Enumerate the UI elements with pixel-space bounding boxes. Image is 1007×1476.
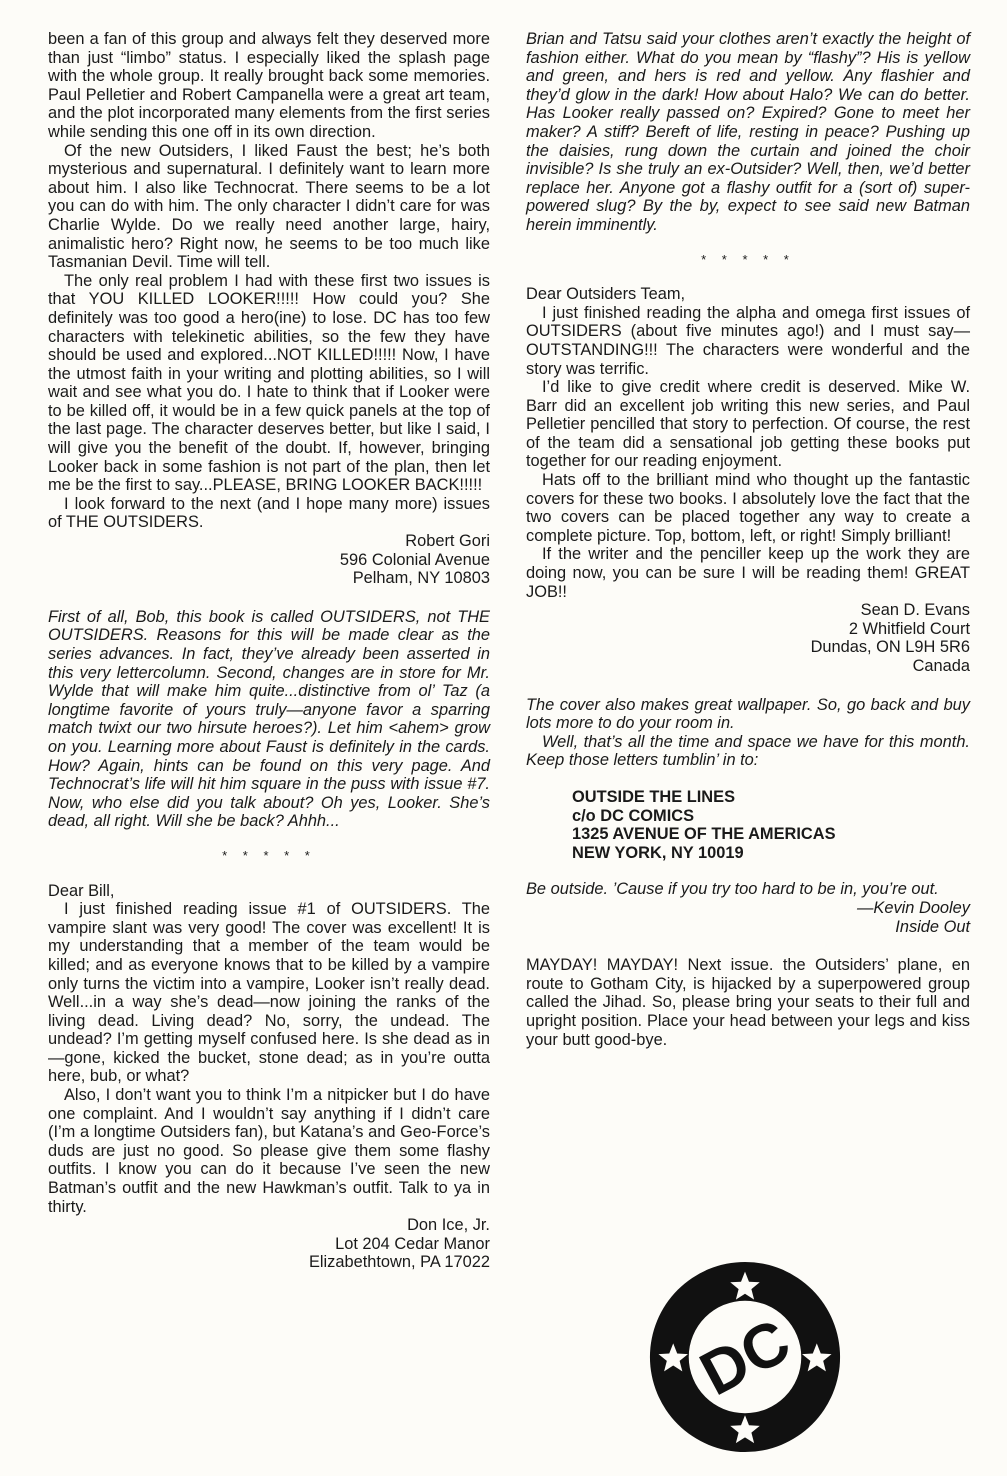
letter-paragraph: I look forward to the next (and I hope many more) issues of THE OUTSIDERS. [48,494,490,532]
signature-city: Dundas, ON L9H 5R6 [810,638,970,657]
editor-reply: Brian and Tatsu said your clothes aren’t exactly the height of fashion either. What do you mean by “flashy”? His is yellow and green, and hers is red and yellow. Any flashier and they’d glow in the dark! How about Halo? We can do better. Has Looker really passed on? Expired? Gone to meet her maker? A stiff? Bereft of life, resting in peace? Pushing up the daisies, rung down the curtain and joined the choir invisible? Is she truly an ex-Outsider? Well, then, we’d better replace her. Anyone got a flashy outfit for a (sort of) super-powered slug? By the by, expect to see said new Batman herein imminently. [526,30,970,234]
letter-paragraph: The only real problem I had with these first two issues is that YOU KILLED LOOKER!!!!! How could you? She definitely was too good a hero(ine) to lose. DC has too few characters with telekinetic abilities, so the few they have should be used and explored...NOT KILLED!!!!! Now, I have the utmost faith in your writing and plotting abilities, so I will wait and see what you do. I hate to think that if Looker were to be killed off, it would be in a few quick panels at the top of the last page. The character deserves better, but like I said, I will give you the benefit of the doubt. If, however, bringing Looker back in some fashion is not part of the plan, then let me be the first to say...PLEASE, BRING LOOKER BACK!!!!! [48,271,490,495]
section-divider: * * * * * [222,847,316,863]
quote-author: —Kevin Dooley [857,898,970,917]
editor-reply: Well, that’s all the time and space we have for this month. Keep those letters tumblin’ in to: [526,732,970,770]
letter-paragraph: Also, I don’t want you to think I’m a nitpicker but I do have one complaint. And I wouldn’t say anything if I didn’t care (I’m a longtime Outsiders fan), but Katana’s and Geo-Force’s duds are just no good. So please give them some flashy outfits. I know you can do it because I’ve seen the new Batman’s outfit and the new Hawkman’s outfit. Talk to ya in thirty. [48,1086,490,1216]
mailing-address [572,788,970,862]
letter-greeting: Dear Outsiders Team, [526,285,686,304]
editor-reply: The cover also makes great wallpaper. So, go back and buy lots more to do your room in. [526,695,970,733]
editor-reply: First of all, Bob, this book is called OUTSIDERS, not THE OUTSIDERS. Reasons for this will be made clear as the series advances. In fact, they’ve already been asserted in this very lettercolumn. Second, changes are in store for Mr. Wylde that will make him quite...distinctive from ol’ Taz (a longtime favorite of yours truly—anyone favor a sparring match twixt our two hirsute heroes?). Let him <ahem> grow on you. Learning more about Faust is definitely in the cards. How? Again, hints can be found on this very page. And Technocrat’s life will hit him square in the puss with issue #7. Now, who else did you talk about? Oh yes, Looker. She’s dead, all right. Will she be back? Ahhh... [48,607,490,831]
letter-paragraph: I’d like to give credit where credit is deserved. Mike W. Barr did an excellent job writing this new series, and Paul Pelletier pencilled that story to perfection. Of course, the rest of the team did a sensational job getting these books put together for our reading enjoyment. [526,378,970,471]
signature-city: Elizabethtown, PA 17022 [308,1253,490,1272]
closing-quote: Be outside. ’Cause if you try too hard to be in, you’re out. [526,880,939,899]
signature-street: 596 Colonial Avenue [339,550,490,569]
letter-greeting: Dear Bill, [48,881,115,900]
logo-text: DC [689,1306,802,1410]
signature-street: 2 Whitfield Court [848,619,970,638]
signature-city: Pelham, NY 10803 [352,569,490,588]
signature-name: Robert Gori [405,532,490,551]
address-line: c/o DC COMICS [572,806,695,825]
signature-name: Sean D. Evans [860,601,970,620]
letter-paragraph: Hats off to the brilliant mind who thought up the fantastic covers for these two books. I absolutely love the fact that the two covers can be placed together any way to create a complete picture. Top, bottom, left, or right! Simply brilliant! [526,471,970,545]
address-line: NEW YORK, NY 10019 [572,843,744,862]
right-column [526,30,970,1049]
letter-paragraph: If the writer and the penciller keep up the work they are doing now, you can be sure I will be reading them! GREAT JOB!! [526,545,970,601]
section-divider: * * * * * [701,251,795,267]
dc-logo-icon [648,1260,842,1454]
letter-paragraph: I just finished reading the alpha and omega first issues of OUTSIDERS (about five minutes ago!) and I must say—OUTSTANDING!!! The characters were wonderful and the story was terrific. [526,303,970,378]
left-column [48,30,490,1272]
quote-source: Inside Out [895,917,970,936]
letter-paragraph: Of the new Outsiders, I liked Faust the best; he’s both mysterious and supernatural. I definitely want to learn more about him. I also like Technocrat. There seems to be a lot you can do with him. The only character I didn’t care for was Charlie Wylde. Do we really need another large, hairy, animalistic hero? Right now, he seems to be too much like Tasmanian Devil. Time will tell. [48,141,490,272]
signature-street: Lot 204 Cedar Manor [335,1234,490,1253]
next-issue-blurb: MAYDAY! MAYDAY! Next issue. the Outsiders’ plane, en route to Gotham City, is hijacked by a superpowered group called the Jihad. So, please bring your seats to their full and upright position. Place your head between your legs and kiss your butt good-bye. [526,956,970,1049]
address-line: 1325 AVENUE OF THE AMERICAS [572,825,836,844]
signature-country: Canada [912,657,970,675]
signature-name: Don Ice, Jr. [407,1216,490,1235]
address-line: OUTSIDE THE LINES [572,787,736,806]
letter-paragraph: I just finished reading issue #1 of OUTSIDERS. The vampire slant was very good! The cover was excellent! It is my understanding that a member of the team would be killed; and as everyone knows that to be killed by a vampire only turns the victim into a vampire, Looker isn’t really dead. Well...in a way she’s dead—now joining the ranks of the living dead. Living dead? No, sorry, the undead. The undead? I’m getting myself confused here. Is she dead as in—gone, kicked the bucket, stone dead; as in you’re outta here, bub, or what? [48,900,490,1086]
letter-paragraph: been a fan of this group and always felt they deserved more than just “limbo” status. I especially liked the splash page with the whole group. It really brought back some memories. Paul Pelletier and Robert Campanella were a great art team, and the plot incorporated many elements from the first series while sending this one off in its own direction. [48,30,490,141]
